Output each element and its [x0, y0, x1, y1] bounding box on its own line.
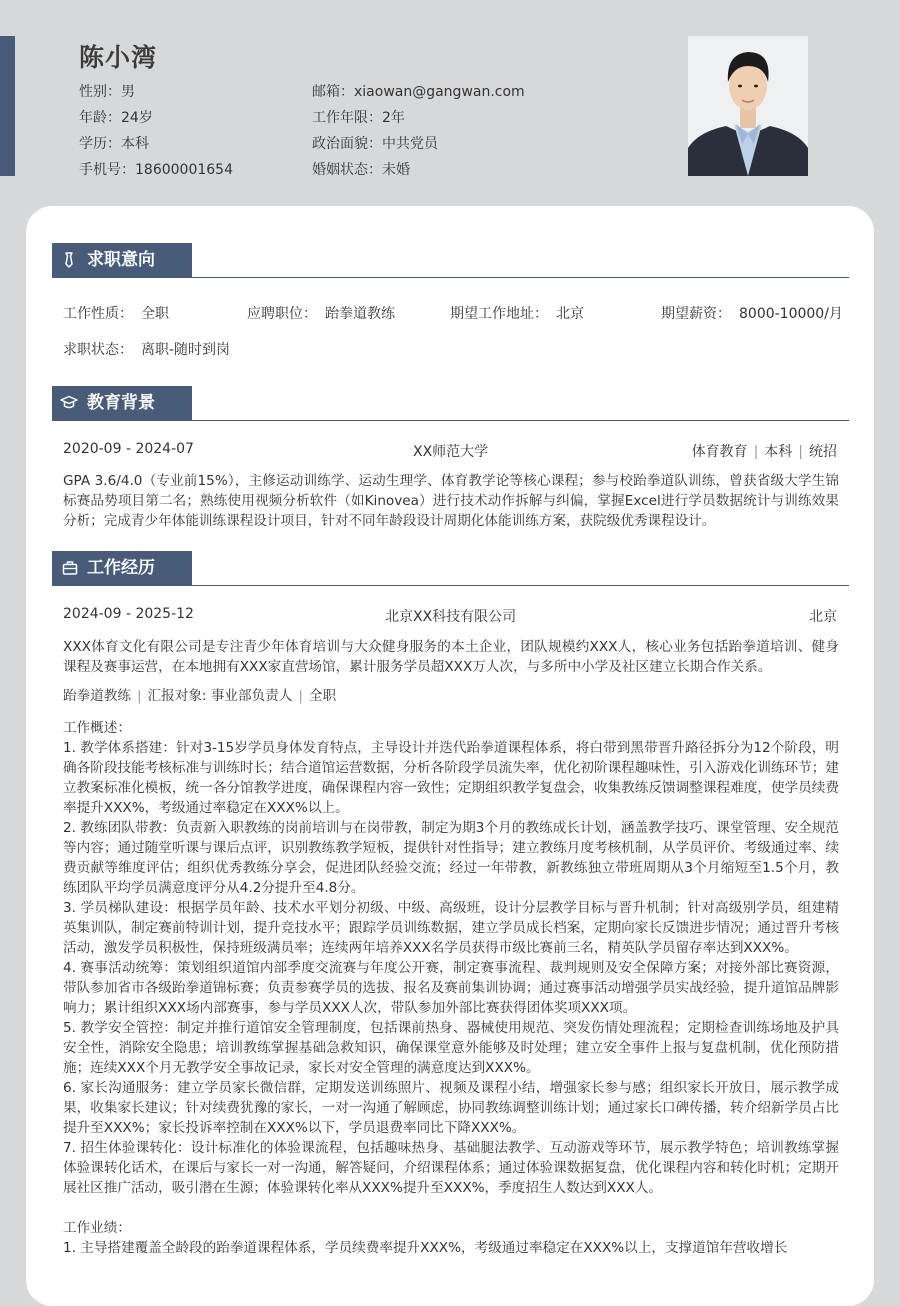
- basic-info-right: [312, 79, 525, 183]
- tie-icon: [62, 252, 76, 268]
- intent-position-label: 应聘职位：: [247, 306, 317, 322]
- education-description: GPA 3.6/4.0（专业前15%），主修运动训练学、运动生理学、体育教学论等核心课程；参与校跆拳道队训练，曾获省级大学生锦标赛品势项目第二名；熟练使用视频分析软件（如Kinovea）进行技术动作拆解与纠偏，掌握Excel进行学员数据统计与训练效果分析；完成青少年体能训练课程设计项目，针对不同年龄段设计周期化体能训练方案，获院级优秀课程设计。: [63, 473, 839, 529]
- age: 年龄：24岁: [79, 110, 153, 126]
- political-status: 政治面貌：中共党员: [312, 136, 438, 152]
- education-degree: 本科: [764, 444, 793, 460]
- section-tab-work: [52, 551, 192, 585]
- phone: 手机号：18600001654: [79, 162, 233, 178]
- section-tab-intent: [52, 243, 192, 277]
- overview-item-3: 3. 学员梯队建设：根据学员年龄、技术水平划分初级、中级、高级班，设计分层教学目标与晋升机制；针对高级别学员，组建精英集训队，制定赛前特训计划，提升竞技水平；跟踪学员训练数据，建立学员成长档案，定期向家长反馈进步情况；通过晋升考核活动，激发学员积极性，保持班级满员率；连续两年培养XXX名学员获得市级比赛前三名，精英队学员留存率达到XXX%。: [63, 900, 839, 956]
- profile-photo: [688, 36, 808, 176]
- intent-type-label: 工作性质：: [63, 306, 133, 322]
- intent-position-value: 跆拳道教练: [325, 306, 395, 322]
- results-label: 工作业绩：: [63, 1220, 131, 1236]
- candidate-name: 陈小湾: [79, 43, 158, 72]
- intent-city-label: 期望工作地址：: [450, 306, 548, 322]
- section-title: 工作经历: [87, 558, 155, 578]
- overview-item-5: 5. 教学安全管控：制定并推行道馆安全管理制度，包括课前热身、器械使用规范、突发伤情处理流程；定期检查训练场地及护具安全性，消除安全隐患；培训教练掌握基础急救知识，确保课堂意外能够及时处理；建立安全事件上报与复盘机制，优化预防措施；连续XXX个月无教学安全事故记录，家长对安全管理的满意度达到XXX%。: [63, 1020, 839, 1076]
- education-period: 2020-09 - 2024-07: [63, 441, 194, 457]
- intent-type: [63, 303, 169, 323]
- work-role-line: 跆拳道教练 | 汇报对象: 事业部负责人 | 全职: [63, 688, 337, 704]
- intent-salary-label: 期望薪资：: [661, 306, 731, 322]
- overview-item-6: 6. 家长沟通服务：建立学员家长微信群，定期发送训练照片、视频及课程小结，增强家长参与感；组织家长开放日，展示教学成果，收集家长建议；针对续费犹豫的家长，一对一沟通了解顾虑，协同教练调整训练计划；通过家长口碑传播，转介绍新学员占比提升至XXX%；家长投诉率控制在XXX%以下，学员退费率同比下降XXX%。: [63, 1080, 839, 1136]
- intent-status-label: 求职状态：: [63, 342, 133, 358]
- work-job-type: 全职: [309, 688, 337, 704]
- work-overview: [63, 718, 839, 1258]
- intent-salary-value: 8000-10000/月: [739, 306, 843, 322]
- graduation-cap-icon: [60, 395, 78, 411]
- section-tab-education: [52, 386, 192, 420]
- basic-info-left: [79, 79, 233, 183]
- marital-status: 婚姻状态：未婚: [312, 162, 410, 178]
- overview-item-2: 2. 教练团队带教：负责新入职教练的岗前培训与在岗带教，制定为期3个月的教练成长计划，涵盖教学技巧、课堂管理、安全规范等内容；通过随堂听课与课后点评，识别教练教学短板，提供针对性指导；建立教练月度考核机制，从学员评价、考级通过率、续费贡献等维度评估；组织优秀教练分享会，促进团队经验交流；经过一年带教，新教练独立带班周期从3个月缩短至1.5个月，教练团队平均学员满意度评分从4.2分提升至4.8分。: [63, 820, 839, 896]
- briefcase-icon: [62, 560, 78, 576]
- results-item-1: 1. 主导搭建覆盖全龄段的跆拳道课程体系，学员续费率提升XXX%，考级通过率稳定在XXX%以上，支撑道馆年营收增长: [63, 1240, 788, 1256]
- intent-city-value: 北京: [556, 306, 584, 322]
- section-header-intent: [52, 243, 849, 278]
- work-city: 北京: [809, 609, 837, 625]
- section-header-work: [52, 551, 849, 586]
- intent-status-value: 离职-随时到岗: [141, 342, 231, 358]
- intent-status: [63, 339, 230, 359]
- education-school: XX师范大学: [413, 444, 489, 460]
- company-intro: XXX体育文化有限公司是专注青少年体育培训与大众健身服务的本土企业，团队规模约XXX人，核心业务包括跆拳道培训、健身课程及赛事运营，在本地拥有XXX家直营场馆，累计服务学员超XXX万人次，与多所中小学及社区建立长期合作关系。: [63, 639, 839, 675]
- header-accent-bar: [0, 36, 15, 176]
- intent-city: [450, 303, 584, 323]
- gender: 性别：男: [79, 84, 135, 100]
- work-years: 工作年限：2年: [312, 110, 405, 126]
- overview-item-7: 7. 招生体验课转化：设计标准化的体验课流程，包括趣味热身、基础腿法教学、互动游戏等环节，展示教学特色；培训教练掌握体验课转化话术，在课后与家长一对一沟通，解答疑问，介绍课程体系；通过体验课数据复盘，优化课程内容和转化时机；定期开展社区推广活动，吸引潜在生源；体验课转化率从XXX%提升至XXX%，季度招生人数达到XXX人。: [63, 1140, 839, 1196]
- intent-position: [247, 303, 395, 323]
- overview-item-4: 4. 赛事活动统筹：策划组织道馆内部季度交流赛与年度公开赛，制定赛事流程、裁判规则及安全保障方案；对接外部比赛资源，带队参加省市各级跆拳道锦标赛；负责参赛学员的选拔、报名及赛前集训协调；通过赛事活动增强学员实战经验，提升道馆品牌影响力；累计组织XXX场内部赛事，参与学员XXX人次，带队参加外部比赛获得团体奖项XXX项。: [63, 960, 839, 1016]
- education-major: 体育教育: [691, 444, 748, 460]
- overview-label: 工作概述：: [63, 720, 131, 736]
- email: 邮箱：xiaowan@gangwan.com: [312, 84, 525, 100]
- section-title: 教育背景: [87, 393, 155, 413]
- education-level: 学历：本科: [79, 136, 149, 152]
- work-company: 北京XX科技有限公司: [385, 609, 517, 625]
- section-title: 求职意向: [87, 250, 155, 270]
- intent-type-value: 全职: [141, 306, 169, 322]
- intent-salary: [661, 303, 843, 323]
- education-mode: 统招: [809, 444, 837, 460]
- work-period: 2024-09 - 2025-12: [63, 606, 194, 622]
- section-header-education: [52, 386, 849, 421]
- overview-item-1: 1. 教学体系搭建：针对3-15岁学员身体发育特点，主导设计并迭代跆拳道课程体系，将白带到黑带晋升路径拆分为12个阶段，明确各阶段技能考核标准与训练时长；结合道馆运营数据，分析各阶段学员流失率，优化初阶课程趣味性，引入游戏化训练环节；建立教案标准化模板，统一各分馆教学进度，确保课程内容一致性；定期组织教学复盘会，收集教练反馈调整课程难度，使学员续费率提升XXX%，考级通过率稳定在XXX%以上。: [63, 740, 839, 816]
- work-role: 跆拳道教练: [63, 688, 131, 704]
- work-report: 汇报对象: 事业部负责人: [147, 688, 293, 704]
- education-meta: 体育教育 | 本科 | 统招: [691, 444, 837, 460]
